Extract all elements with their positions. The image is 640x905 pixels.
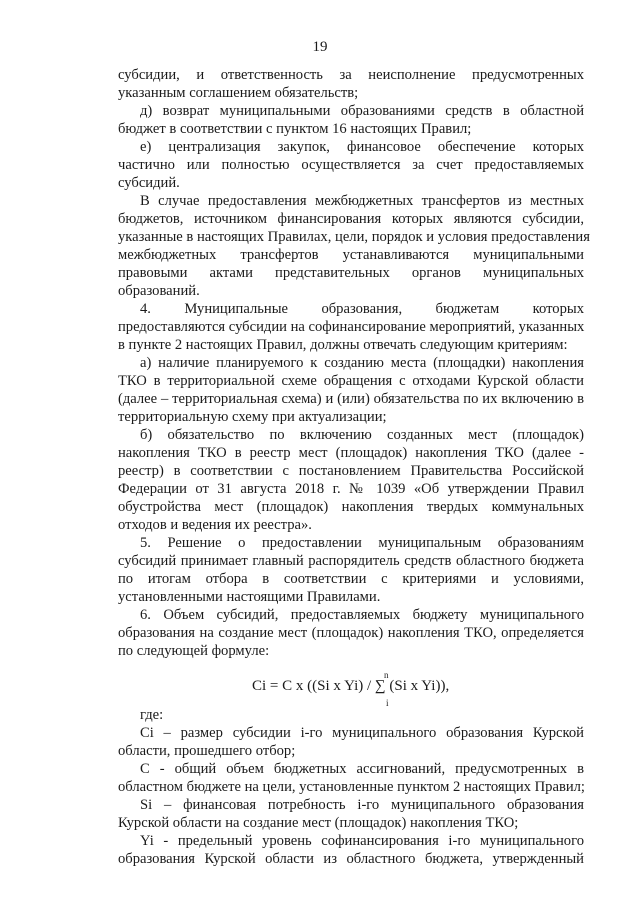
text-line: образования Курской области из областного бюджета, утвержденный	[118, 851, 584, 867]
text-block-definitions	[118, 706, 584, 868]
text-line: Ci – размер субсидии i-го муниципального образования Курской	[140, 725, 584, 741]
text-line: бюджетов, источником финансирования которых являются субсидии,	[118, 211, 584, 227]
text-line: области, прошедшего отбор;	[118, 743, 296, 759]
text-line: 4. Муниципальные образования, бюджетам которых	[140, 301, 584, 317]
text-line: а) наличие планируемого к созданию места (площадки) накопления	[140, 355, 584, 371]
text-line: установленными настоящими Правилами.	[118, 589, 381, 605]
page-number: 19	[312, 39, 328, 55]
text-line: территориальную схему при актуализации;	[118, 409, 387, 425]
text-line: субсидии, и ответственность за неисполнение предусмотренных	[118, 67, 584, 83]
text-line: частично или полностью осуществляется за счет предоставляемых	[118, 157, 584, 173]
formula-text: Ci = C x ((Si x Yi) / ∑ (Si x Yi)),	[252, 678, 450, 694]
text-line: б) обязательство по включению созданных мест (площадок)	[140, 427, 584, 443]
text-line: указанные в настоящих Правилах, цели, порядок и условия предоставления	[118, 229, 590, 245]
text-line: В случае предоставления межбюджетных трансфертов из местных	[140, 193, 584, 209]
text-line: д) возврат муниципальными образованиями средств в областной	[140, 103, 584, 119]
text-line: бюджет в соответствии с пунктом 16 настоящих Правил;	[118, 121, 472, 137]
text-line: межбюджетных трансфертов устанавливаются муниципальными	[118, 247, 584, 263]
text-line: отходов и ведения их реестра».	[118, 517, 312, 533]
formula-lower-limit: i	[386, 698, 389, 708]
text-line: Yi - предельный уровень софинансирования i-го муниципального	[140, 833, 584, 849]
text-line: правовыми актами представительных органов муниципальных	[118, 265, 584, 281]
text-line: реестр) в соответствии с постановлением Правительства Российской	[118, 463, 584, 479]
text-line: е) централизация закупок, финансовое обеспечение которых	[140, 139, 584, 155]
text-line: субсидий принимает главный распорядитель средств областного бюджета	[118, 553, 584, 569]
text-line: 5. Решение о предоставлении муниципальным образованиям	[140, 535, 584, 551]
text-line: Si – финансовая потребность i-го муниципального образования	[140, 797, 584, 813]
text-line: С - общий объем бюджетных ассигнований, предусмотренных в	[140, 761, 584, 777]
subsidy-formula	[118, 666, 584, 706]
formula-upper-limit: n	[384, 670, 389, 680]
text-line: областном бюджете на цели, установленные пунктом 2 настоящих Правил;	[118, 779, 585, 795]
text-line: ТКО в территориальной схеме обращения с отходами Курской области	[118, 373, 584, 389]
document-body	[118, 66, 590, 868]
text-line: где:	[140, 707, 164, 723]
text-line: Федерации от 31 августа 2018 г. № 1039 «Об утверждении Правил	[118, 481, 584, 497]
text-line: образования на создание мест (площадок) накопления ТКО, определяется	[118, 625, 584, 641]
text-line: указанным соглашением обязательств;	[118, 85, 359, 101]
text-line: 6. Объем субсидий, предоставляемых бюджету муниципального	[140, 607, 584, 623]
text-line: накопления ТКО в реестр мест (площадок) накопления ТКО (далее -	[118, 445, 584, 461]
text-line: по следующей формуле:	[118, 643, 270, 659]
text-line: Курской области на создание мест (площадок) накопления ТКО;	[118, 815, 519, 831]
text-line: в пункте 2 настоящих Правил, должны отвечать следующим критериям:	[118, 337, 568, 353]
text-line: предоставляются субсидии на софинансирование мероприятий, указанных	[118, 319, 585, 335]
text-line: (далее – территориальная схема) и (или) обязательства по их включению в	[118, 391, 584, 407]
text-line: образований.	[118, 283, 200, 299]
text-line: обустройства мест (площадок) накопления твердых коммунальных	[118, 499, 584, 515]
text-line: по итогам отбора в соответствии с критериями и условиями,	[118, 571, 584, 587]
text-line: субсидий.	[118, 175, 180, 191]
text-block-main	[118, 66, 590, 660]
